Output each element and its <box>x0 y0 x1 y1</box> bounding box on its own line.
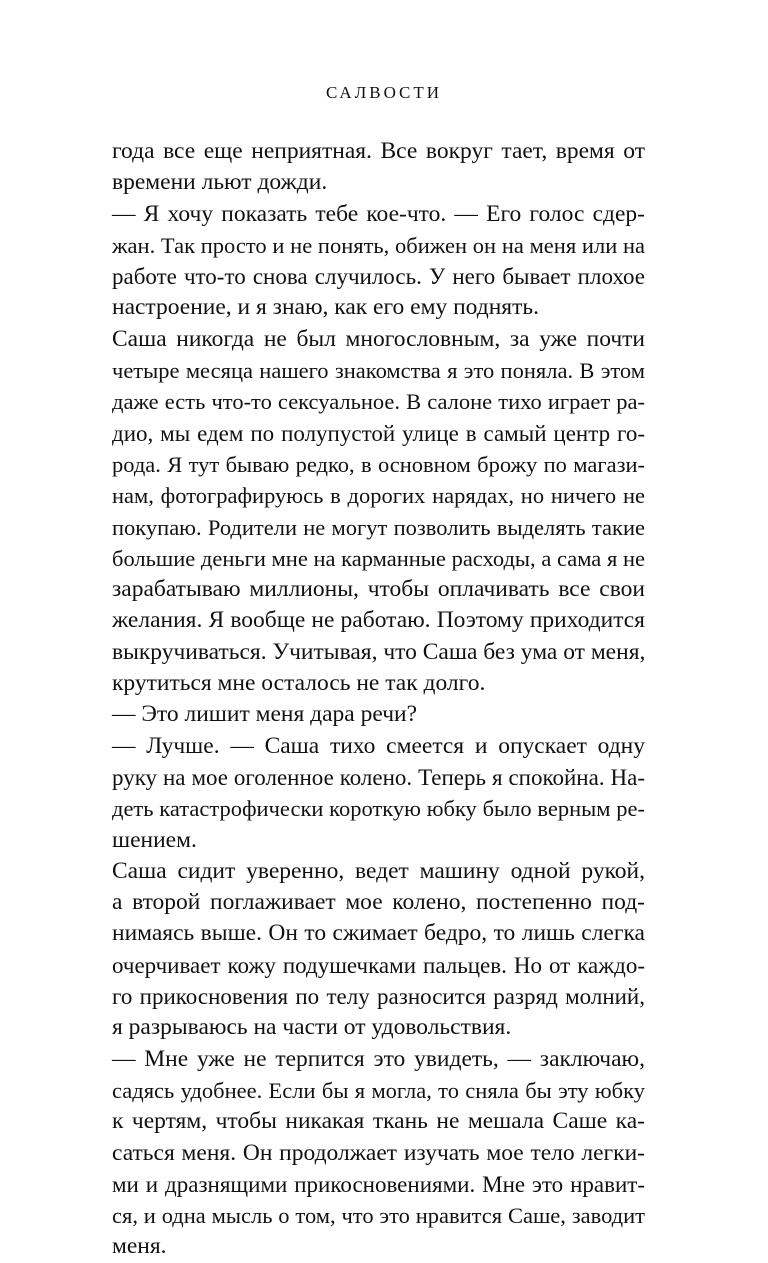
text-line: — Это лишит меня дара речи? <box>112 701 418 728</box>
text-line: зарабатываю миллионы, чтобы оплачивать все свои <box>112 576 645 603</box>
text-line: крутиться мне осталось не так долго. <box>112 670 486 697</box>
text-line: четыре месяца нашего знакомства я это поняла. В этом <box>112 358 645 384</box>
text-line: дио, мы едем по полупустой улице в самый центр го- <box>112 420 645 446</box>
text-line: нимаясь выше. Он то сжимает бедро, то лишь слегка <box>112 920 645 947</box>
text-line: руку на мое оголенное колено. Теперь я спокойна. На- <box>112 764 645 790</box>
text-line: шением. <box>112 826 197 853</box>
text-line: саться меня. Он продолжает изучать мое тело легки- <box>112 1139 645 1166</box>
text-line: времени льют дожди. <box>112 169 328 196</box>
text-line: настроение, и я знаю, как его ему поднять. <box>112 294 539 321</box>
text-line: желания. Я вообще не работаю. Поэтому приходится <box>112 607 645 634</box>
text-line: покупаю. Родители не могут позволить выделять такие <box>112 514 645 540</box>
text-line: — Лучше. — Саша тихо смеется и опускает одну <box>112 732 645 759</box>
text-line: нам, фотографируюсь в дорогих нарядах, но ничего не <box>112 483 645 509</box>
text-line: — Мне уже не терпится это увидеть, — заключаю, <box>112 1045 645 1072</box>
body-text <box>112 136 645 1263</box>
text-line: меня. <box>112 1233 167 1260</box>
text-line: а второй поглаживает мое колено, постепенно под- <box>112 889 645 916</box>
text-line: садясь удобнее. Если бы я могла, то сняла бы эту юбку <box>112 1077 645 1103</box>
text-line: года все еще неприятная. Все вокруг тает, время от <box>112 138 645 164</box>
text-line: выкручиваться. Учитывая, что Саша без ума от меня, <box>112 638 646 665</box>
text-line: даже есть что-то сексуальное. В салоне тихо играет ра- <box>112 389 645 415</box>
text-line: рода. Я тут бываю редко, в основном брожу по магази- <box>112 451 645 477</box>
text-line: жан. Так просто и не понять, обижен он на меня или на <box>112 232 645 258</box>
text-line: большие деньги мне на карманные расходы, а сама я не <box>112 545 645 571</box>
running-head: САЛВОСТИ <box>325 83 443 102</box>
text-line: Саша никогда не был многословным, за уже почти <box>112 325 645 352</box>
text-line: очерчивает кожу подушечками пальцев. Но от каждо- <box>112 952 645 978</box>
text-line: — Я хочу показать тебе кое-что. — Его голос сдер- <box>112 200 645 227</box>
text-line: ми и дразнящими прикосновениями. Мне это нравит- <box>112 1171 645 1197</box>
text-line: деть катастрофически короткую юбку было верным ре- <box>112 796 645 822</box>
text-line: работе что-то снова случилось. У него бывает плохое <box>112 264 645 290</box>
text-line: Саша сидит уверенно, ведет машину одной рукой, <box>112 857 645 884</box>
text-line: ся, и одна мысль о том, что это нравится Саше, заводит <box>112 1203 645 1229</box>
text-line: к чертям, чтобы никакая ткань не мешала Саше ка- <box>112 1108 645 1135</box>
text-line: я разрываюсь на части от удовольствия. <box>112 1014 512 1041</box>
text-line: го прикосновения по телу разносится разряд молний, <box>112 984 645 1010</box>
